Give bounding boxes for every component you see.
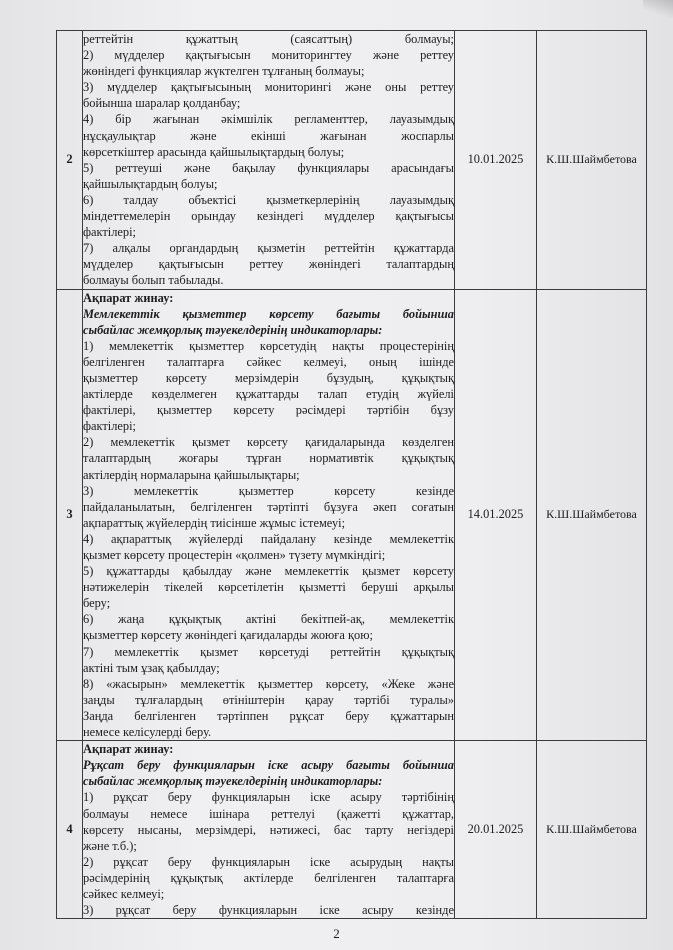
page-corner-shadow [643, 0, 673, 18]
plan-table [56, 30, 647, 919]
row-responsible: К.Ш.Шаймбетова [537, 289, 647, 741]
subheading-line: Рұқсат беру функцияларын іске асыру бағыты бойынша [83, 758, 454, 773]
text-line: пайдаланылатын, белгіленген тәртіпті бұзуға әкеп соғатын [83, 499, 454, 514]
text-line: фактілері; [83, 225, 137, 240]
row-date: 14.01.2025 [455, 289, 537, 741]
text-line: актіні тым ұзақ қабылдау; [83, 660, 220, 675]
text-line: актілердің нормаларына қайшылықтары; [83, 467, 300, 482]
text-line: фактілері, қызметтер көрсету рәсімдері тәртібін бұзу [83, 403, 454, 418]
table-row [57, 741, 647, 919]
text-line: фактілері; [83, 419, 137, 434]
text-line: 3) мемлекеттік қызметтер көрсету кезінде [83, 483, 454, 498]
table-row [57, 31, 647, 290]
row-number: 3 [57, 289, 83, 741]
section-subheading [83, 757, 454, 789]
text-line: 5) реттеуші және бақылау функциялары арасындағы [83, 160, 454, 175]
section-heading: Ақпарат жинау: [83, 290, 174, 305]
text-line: қайшылықтардың болуы; [83, 176, 218, 191]
text-line: 3) рұқсат беру функцияларын іске асыру кезінде [83, 903, 454, 918]
text-line: қызметтер көрсету жөніндегі қағидаларды жоюға қою; [83, 628, 373, 643]
text-line: заңды тұлғалардың өтініштерін қарау тәртібі туралы» [83, 692, 454, 707]
text-line: 1) рұқсат беру функцияларын іске асыру тәртібінің [83, 790, 454, 805]
subheading-line: Мемлекеттік қызметтер көрсету бағыты бойынша [83, 306, 454, 321]
text-line: 5) құжаттарды қабылдау және мемлекеттік қызмет көрсету [83, 564, 454, 579]
text-line: бойынша шаралар қолданбау; [83, 96, 241, 111]
text-line: нәтижелерін тікелей көрсетілетін қызметті беруші арқылы [83, 580, 454, 595]
text-line: көрсету нысаны, мерзімдері, нәтижесі, бас тарту негіздері [83, 822, 454, 837]
section-heading: Ақпарат жинау: [83, 742, 174, 757]
text-line: болмауы немесе ішінара реттелуі (қажетті құжаттар, [83, 806, 454, 821]
text-line: 1) мемлекеттік қызметтер көрсетудің нақты процестерінің [83, 338, 454, 353]
subheading-line: сыбайлас жемқорлық тәуекелдерінің индикаторлары: [83, 774, 383, 789]
text-line: 7) алқалы органдардың қызметін реттейтін құжаттарда [83, 241, 454, 256]
row-description [83, 31, 455, 290]
text-line: реттейтін құжаттың (саясаттың) болмауы; [83, 32, 454, 46]
text-line: қызмет көрсету процестерін «қолмен» түзету мүмкіндігі; [83, 548, 386, 562]
table-row [57, 289, 647, 741]
text-line: қызметтер көрсету мерзімдерін бұзудың, құқықтық [83, 370, 454, 385]
section-subheading [83, 306, 454, 338]
row-number: 4 [57, 741, 83, 919]
text-line: 4) бір жағынан әкімшілік регламенттер, лауазымдық [83, 112, 454, 127]
text-line: міндеттемелерін орындау кезіндегі мүдделер қақтығысы [83, 209, 454, 224]
text-line: белгіленген талаптарға сәйкес келмеуі, оның ішінде [83, 354, 454, 369]
text-line: 2) рұқсат беру функцияларын іске асырудың нақты [83, 854, 454, 869]
text-line: сәйкес келмеуі; [83, 886, 165, 901]
row-number: 2 [57, 31, 83, 290]
text-line: 4) ақпараттық жүйелерді пайдалану кезінде мемлекеттік [83, 531, 454, 546]
text-line: мүдделер қақтығысын реттеу жөніндегі талаптардың [83, 257, 454, 272]
text-line: 2) мүдделер қақтығысын мониторингтеу және реттеу [83, 48, 454, 63]
text-line: 3) мүдделер қақтығысының мониторингі және оны реттеу [83, 80, 454, 95]
row-responsible: К.Ш.Шаймбетова [537, 31, 647, 290]
text-line: және т.б.); [83, 838, 137, 853]
text-line: актілерде көзделмеген құжаттарды талап етудің жүйелі [83, 387, 454, 402]
text-line: нұсқаулықтар және екінші жағынан жоспарлы [83, 128, 454, 143]
text-line: 8) «жасырын» мемлекеттік қызметтер көрсету, «Жеке және [83, 676, 454, 691]
row-date: 10.01.2025 [455, 31, 537, 290]
text-line: болмауы болып табылады. [83, 273, 224, 288]
text-line: беру; [83, 596, 111, 611]
text-line: көрсеткіштер арасында қайшылықтардың болуы; [83, 144, 345, 159]
text-line: рәсімдерінің құқықтық актілерде белгіленген талаптарға [83, 870, 454, 885]
text-line: немесе келісулерді беру. [83, 725, 212, 740]
subheading-line: сыбайлас жемқорлық тәуекелдерінің индикаторлары: [83, 322, 383, 337]
page-number: 2 [333, 926, 340, 941]
text-line: жөніндегі функциялар жүктелген тұлғаның болмауы; [83, 64, 365, 79]
text-line: 6) жаңа құқықтық актіні бекітпей-ақ, мемлекеттік [83, 612, 454, 627]
text-line: 7) мемлекеттік қызмет көрсетуді реттейтін құқықтық [83, 644, 454, 659]
text-line: 2) мемлекеттік қызмет көрсету қағидаларында көзделген [83, 435, 454, 450]
text-line: 6) талдау объектісі қызметкерлерінің лауазымдық [83, 192, 454, 207]
text-line: Заңда белгіленген тәртіппен рұқсат беру құжаттарын [83, 708, 454, 723]
text-line: талаптардың жоғары тұрған нормативтік құқықтық [83, 451, 454, 466]
text-line: ақпараттық жүйелердің тиісінше жұмыс істемеуі; [83, 515, 346, 530]
row-description [83, 741, 455, 919]
row-responsible: К.Ш.Шаймбетова [537, 741, 647, 919]
row-date: 20.01.2025 [455, 741, 537, 919]
row-description [83, 289, 455, 741]
